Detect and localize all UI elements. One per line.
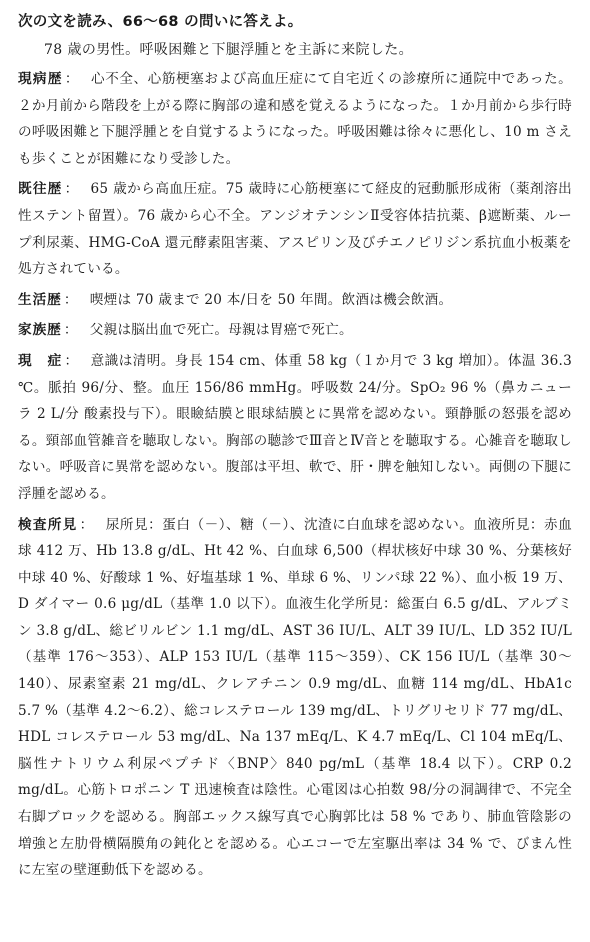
section-text: 喫煙は 70 歳まで 20 本/日を 50 年間。飲酒は機会飲酒。 [89,291,453,308]
section-label: 家族歴 [18,322,62,339]
section-label: 生活歴 [18,291,62,308]
section-text: 心不全、心筋梗塞および高血圧症にて自宅近くの診療所に通院中であった。２か月前から階段を上がる際に胸部の違和感を覚えるようになった。１か月前から歩行時の呼吸困難と下腿浮腫とを自覚するようになった。呼吸困難は徐々に悪化し、10 m さえも歩くことが困難になり受診した。 [18,71,572,167]
question-heading: 次の文を読み、66〜68 の問いに答えよ。 [18,14,303,30]
section-lab-findings: 検査所見 ： 尿所見：蛋白（－）、糖（－）、沈渣に白血球を認めない。血液所見：赤血球 412 万、Hb 13.8 g/dL、Ht 42 %、白血球 6,500（桿状核好中球 30 %、分葉核好中球 40 %、好酸球 1 %、好塩基球 1 %、単球 6 %、リンパ球 22 %）、血小板 19 万、D ダイマー 0.6 μg/dL（基準 1.0 以下）。血液生化学所見：総蛋白 6.5 g/dL、アルブミン 3.8 g/dL、総ビリルビン 1.1 mg/dL、AST 36 IU/L、ALT 39 IU/L、LD 352 IU/L（基準 176〜353）、ALP 153 IU/L（基準 115〜359）、CK 156 IU/L（基準 30〜140）、尿素窒素 21 mg/dL、クレアチニン 0.9 mg/dL、血糖 114 mg/dL、HbA1c 5.7 %（基準 4.2〜6.2）、総コレステロール 139 mg/dL、トリグリセリド 77 mg/dL、HDL コレステロール 53 mg/dL、Na 137 mEq/L、K 4.7 mEq/L、Cl 104 mEq/L、脳性ナトリウム利尿ペプチド〈BNP〉840 pg/mL（基準 18.4 以下）。CRP 0.2 mg/dL。心筋トロポニン T 迅速検査は陰性。心電図は心拍数 98/分の洞調律で、不完全右脚ブロックを認める。胸部エックス線写真で心胸郭比は 58 % であり、肺血管陰影の増強と左肋骨横隔膜角の鈍化とを認める。心エコーで左室駆出率は 34 % で、びまん性に左室の壁運動低下を認める。 [18,516,572,879]
section-label: 既往歴 [18,181,63,198]
section-label: 現 症 [18,352,63,369]
section-past-history: 既往歴 ： 65 歳から高血圧症。75 歳時に心筋梗塞にて経皮的冠動脈形成術（薬剤溶出性ステント留置）。76 歳から心不全。アンジオテンシンⅡ受容体拮抗薬、β遮断薬、ループ利尿薬、HMG-CoA 還元酵素阻害薬、アスピリン及びチエノピリジン系抗血小板薬を処方されている。 [18,181,572,278]
section-physical-findings: 現 症 ： 意識は清明。身長 154 cm、体重 58 kg（１か月で 3 kg 増加）。体温 36.3 ℃。脈拍 96/分、整。血圧 156/86 mmHg。呼吸数 24/分。SpO₂ 96 %（鼻カニューラ 2 L/分 酸素投与下）。眼瞼結膜と眼球結膜とに異常を認めない。頸静脈の怒張を認める。頸部血管雑音を聴取しない。胸部の聴診でⅢ音とⅣ音とを聴取する。心雑音を聴取しない。呼吸音に異常を認めない。腹部は平坦、軟で、肝・脾を触知しない。両側の下腿に浮腫を認める。 [18,352,573,502]
section-text: 意識は清明。身長 154 cm、体重 58 kg（１か月で 3 kg 増加）。体温 36.3 ℃。脈拍 96/分、整。血圧 156/86 mmHg。呼吸数 24/分。SpO₂ 96 %（鼻カニューラ 2 L/分 酸素投与下）。眼瞼結膜と眼球結膜とに異常を認めない。頸静脈の怒張を認める。頸部血管雑音を聴取しない。胸部の聴診でⅢ音とⅣ音とを聴取する。心雑音を聴取しない。呼吸音に異常を認めない。腹部は平坦、軟で、肝・脾を触知しない。両側の下腿に浮腫を認める。 [18,352,573,502]
section-text: 尿所見：蛋白（－）、糖（－）、沈渣に白血球を認めない。血液所見：赤血球 412 万、Hb 13.8 g/dL、Ht 42 %、白血球 6,500（桿状核好中球 30 %、分葉核好中球 40 %、好酸球 1 %、好塩基球 1 %、単球 6 %、リンパ球 22 %）、血小板 19 万、D ダイマー 0.6 μg/dL（基準 1.0 以下）。血液生化学所見：総蛋白 6.5 g/dL、アルブミン 3.8 g/dL、総ビリルビン 1.1 mg/dL、AST 36 IU/L、ALT 39 IU/L、LD 352 IU/L（基準 176〜353）、ALP 153 IU/L（基準 115〜359）、CK 156 IU/L（基準 30〜140）、尿素窒素 21 mg/dL、クレアチニン 0.9 mg/dL、血糖 114 mg/dL、HbA1c 5.7 %（基準 4.2〜6.2）、総コレステロール 139 mg/dL、トリグリセリド 77 mg/dL、HDL コレステロール 53 mg/dL、Na 137 mEq/L、K 4.7 mEq/L、Cl 104 mEq/L、脳性ナトリウム利尿ペプチド〈BNP〉840 pg/mL（基準 18.4 以下）。CRP 0.2 mg/dL。心筋トロポニン T 迅速検査は陰性。心電図は心拍数 98/分の洞調律で、不完全右脚ブロックを認める。胸部エックス線写真で心胸郭比は 58 % であり、肺血管陰影の増強と左肋骨横隔膜角の鈍化とを認める。心エコーで左室駆出率は 34 % で、びまん性に左室の壁運動低下を認める。 [18,516,572,879]
section-text: 65 歳から高血圧症。75 歳時に心筋梗塞にて経皮的冠動脈形成術（薬剤溶出性ステント留置）。76 歳から心不全。アンジオテンシンⅡ受容体拮抗薬、β遮断薬、ループ利尿薬、HMG-CoA 還元酵素阻害薬、アスピリン及びチエノピリジン系抗血小板薬を処方されている。 [18,181,572,278]
section-family-history: 家族歴 ： 父親は脳出血で死亡。母親は胃癌で死亡。 [18,322,353,339]
section-label: 検査所見 [18,516,78,533]
section-text: 父親は脳出血で死亡。母親は胃癌で死亡。 [89,322,353,339]
patient-intro: 78 歳の男性。呼吸困難と下腿浮腫とを主訴に来院した。 [44,42,414,58]
section-lifestyle: 生活歴 ： 喫煙は 70 歳まで 20 本/日を 50 年間。飲酒は機会飲酒。 [18,291,453,308]
section-label: 現病歴 [18,71,63,87]
section-present-illness: 現病歴 ： 心不全、心筋梗塞および高血圧症にて自宅近くの診療所に通院中であった。２か月前から階段を上がる際に胸部の違和感を覚えるようになった。１か月前から歩行時の呼吸困難と下腿浮腫とを自覚するようになった。呼吸困難は徐々に悪化し、10 m さえも歩くことが困難になり受診した。 [18,71,572,167]
